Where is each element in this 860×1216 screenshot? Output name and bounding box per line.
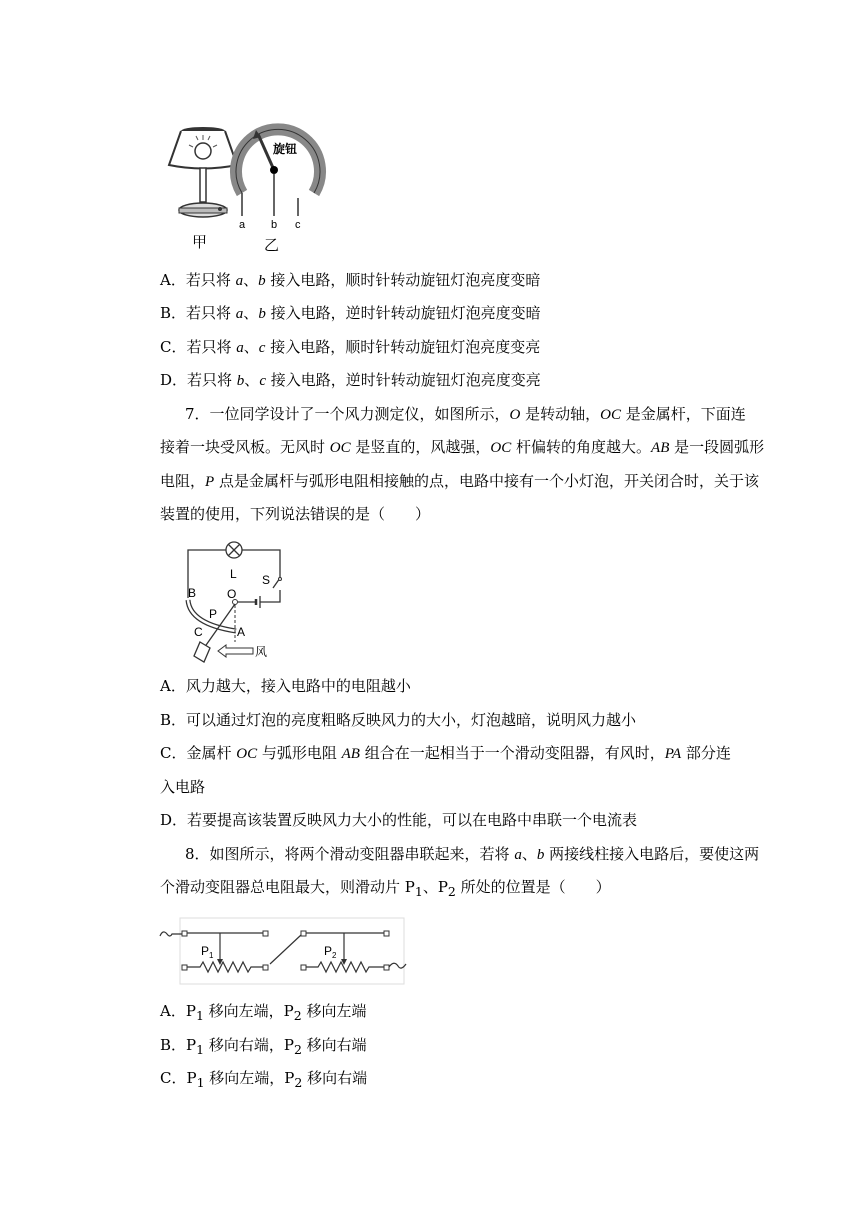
q6-option-c: C．若只将 a、c 接入电路，顺时针转动旋钮灯泡亮度变亮 xyxy=(160,338,541,356)
wind-label: 风 xyxy=(255,645,268,659)
knob-label: 旋钮 xyxy=(273,142,298,156)
rheostats-figure xyxy=(158,912,408,987)
q7-stem-line3: 电阻，P 点是金属杆与弧形电阻相接触的点，电路中接有一个小灯泡，开关闭合时，关于该 xyxy=(160,472,759,490)
q7-stem-line4: 装置的使用，下列说法错误的是（ ） xyxy=(160,505,431,523)
terminal-c: c xyxy=(295,219,301,231)
q7-option-d: D．若要提高该装置反映风力大小的性能，可以在电路中串联一个电流表 xyxy=(160,811,638,829)
q8-stem-line1: 8．如图所示，将两个滑动变阻器串联起来，若将 a、b 两接线柱接入电路后，要使这两 xyxy=(185,845,760,863)
q7-option-c-line2: 入电路 xyxy=(160,778,206,796)
q8-option-b: B．$P_1$ 移向右端，$P_2$ 移向右端 xyxy=(160,1036,367,1057)
q6-option-a: A．若只将 a、b 接入电路，顺时针转动旋钮灯泡亮度变暗 xyxy=(160,271,541,289)
q7-option-c-line1: C．金属杆 OC 与弧形电阻 AB 组合在一起相当于一个滑动变阻器，有风时，PA 部分连 xyxy=(160,744,731,762)
wind-gauge-figure xyxy=(180,538,290,670)
point-p-label: P xyxy=(209,607,218,621)
q6-option-d: D．若只将 b、c 接入电路，逆时针转动旋钮灯泡亮度变亮 xyxy=(160,371,541,389)
point-o-label: O xyxy=(227,587,237,601)
p1-label: $P_1$ xyxy=(201,944,214,960)
lamp-potentiometer-figure xyxy=(160,120,330,255)
lamp-label: L xyxy=(230,567,237,581)
terminal-a: a xyxy=(239,219,246,231)
point-b-label: B xyxy=(188,586,197,600)
q7-stem-line1: 7．一位同学设计了一个风力测定仪，如图所示，O 是转动轴，OC 是金属杆，下面连 xyxy=(185,405,746,423)
terminal-b: b xyxy=(271,219,278,231)
label-jia: 甲 xyxy=(192,234,208,251)
q8-option-a: A．$P_1$ 移向左端，$P_2$ 移向左端 xyxy=(160,1002,367,1023)
q7-stem-line2: 接着一块受风板。无风时 OC 是竖直的，风越强，OC 杆偏转的角度越大。AB 是一段圆弧形 xyxy=(160,438,765,456)
q7-option-b: B．可以通过灯泡的亮度粗略反映风力的大小，灯泡越暗，说明风力越小 xyxy=(160,711,637,729)
point-a-label: A xyxy=(237,625,246,639)
label-yi: 乙 xyxy=(264,237,280,254)
point-c-label: C xyxy=(194,625,203,639)
p2-label: $P_2$ xyxy=(324,944,337,960)
q6-option-b: B．若只将 a、b 接入电路，逆时针转动旋钮灯泡亮度变暗 xyxy=(160,304,541,322)
q8-stem-line2: 个滑动变阻器总电阻最大，则滑动片 $P_1$、$P_2$ 所处的位置是（ ） xyxy=(160,878,611,899)
q8-option-c: C．$P_1$ 移向左端，$P_2$ 移向右端 xyxy=(160,1069,368,1090)
q7-option-a: A．风力越大，接入电路中的电阻越小 xyxy=(160,677,411,695)
switch-label: S xyxy=(262,573,271,587)
